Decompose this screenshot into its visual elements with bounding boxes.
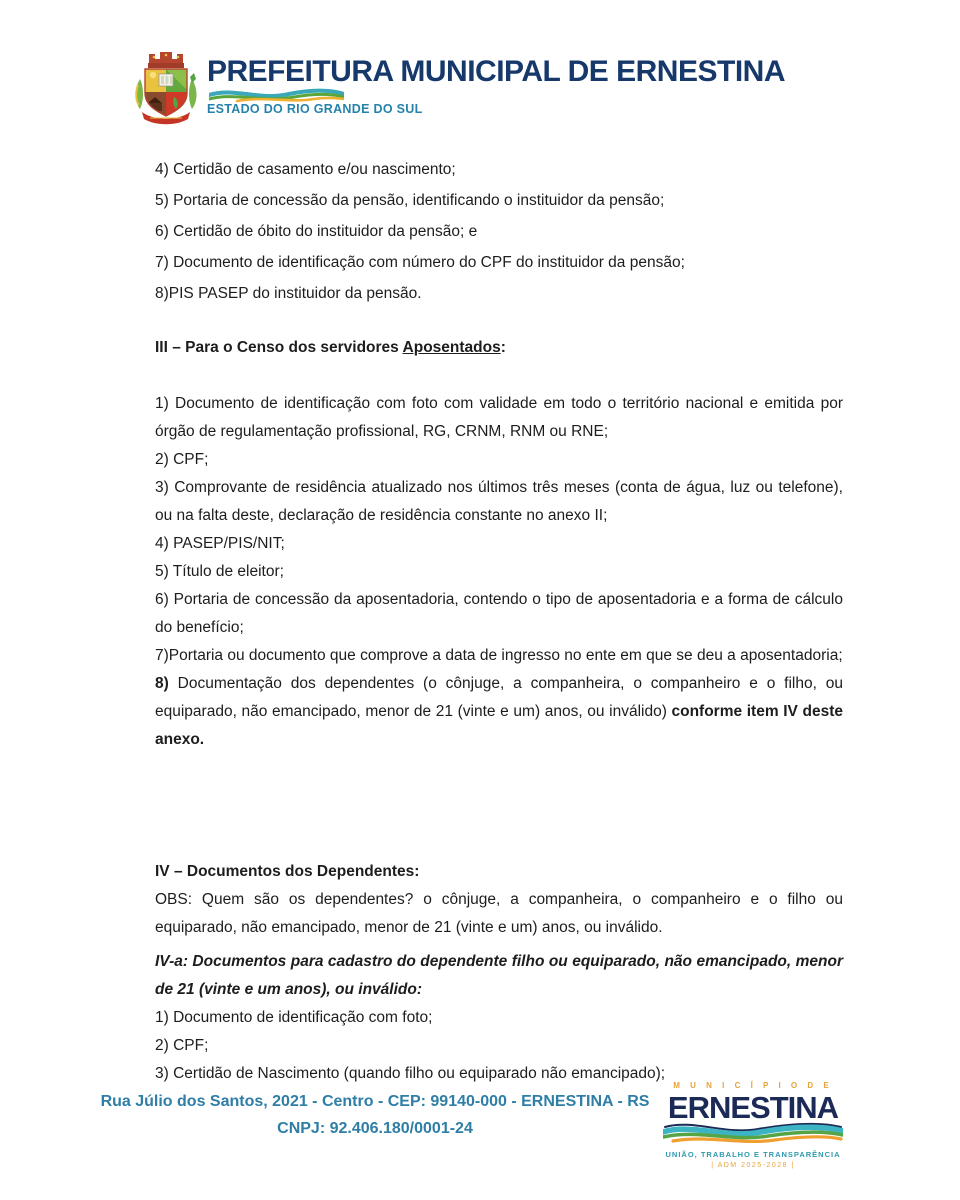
logo-name-label: ERNESTINA — [667, 1090, 839, 1125]
footer-cnpj-line: CNPJ: 92.406.180/0001-24 — [277, 1120, 473, 1137]
list-item: 1) Documento de identificação com foto; — [155, 1009, 433, 1026]
section-iii-heading-underlined: Aposentados — [402, 339, 501, 356]
municipal-coat-of-arms-icon — [130, 45, 202, 127]
list-item: 4) Certidão de casamento e/ou nascimento; — [155, 161, 456, 178]
list-item: 1) Documento de identificação com foto com validade em todo o território nacional e emitida por órgão de regulamentação profissional, RG, CRNM, RNM ou RNE; — [155, 395, 843, 440]
logo-adm-label: | ADM 2025-2028 | — [711, 1161, 795, 1169]
item8-text: Documentação dos dependentes (o cônjuge, a companheira, o companheiro e o filho, ou equiparado, não emancipado, menor de 21 (vinte e um) anos, ou inválido) — [155, 675, 843, 720]
page-title: PREFEITURA MUNICIPAL DE ERNESTINA — [207, 55, 785, 88]
footer-address-block — [100, 1082, 650, 1142]
municipality-logo — [658, 1082, 848, 1169]
list-item: 4) PASEP/PIS/NIT; — [155, 535, 285, 552]
header-subtitle: ESTADO DO RIO GRANDE DO SUL — [207, 102, 423, 116]
list-item: 8)PIS PASEP do instituidor da pensão. — [155, 285, 422, 302]
item8-number: 8) — [155, 675, 169, 692]
list-item: 5) Título de eleitor; — [155, 563, 284, 580]
list-item: 6) Portaria de concessão da aposentadoria, contendo o tipo de aposentadoria e a forma de cálculo do benefício; — [155, 591, 843, 636]
section-iva — [155, 948, 843, 1088]
list-item: 2) CPF; — [155, 451, 209, 468]
retired-documents-list — [155, 390, 843, 754]
list-item: 5) Portaria de concessão da pensão, identificando o instituidor da pensão; — [155, 192, 665, 209]
pension-documents-list — [155, 156, 843, 308]
footer-address-line: Rua Júlio dos Santos, 2021 - Centro - CEP: 99140-000 - ERNESTINA - RS — [100, 1093, 650, 1110]
section-iii-heading-prefix: III – Para o Censo dos servidores — [155, 339, 403, 356]
list-item: 2) CPF; — [155, 1037, 209, 1054]
logo-municipio-label: M U N I C Í P I O D E — [673, 1081, 833, 1090]
list-item: 7) Documento de identificação com número do CPF do instituidor da pensão; — [155, 254, 685, 271]
list-item: 6) Certidão de óbito do instituidor da pensão; e — [155, 223, 478, 240]
list-item: 7)Portaria ou documento que comprove a data de ingresso no ente em que se deu a aposentadoria; — [155, 647, 843, 664]
section-iva-heading: IV-a: Documentos para cadastro do dependente filho ou equiparado, não emancipado, menor de 21 (vinte e um anos), ou inválido: — [155, 953, 843, 998]
section-iii-heading-suffix: : — [500, 339, 506, 356]
logo-wave-swoosh-icon — [663, 1119, 843, 1145]
list-item — [155, 670, 843, 754]
section-iv-heading: IV – Documentos dos Dependentes: — [155, 863, 420, 880]
page-footer — [0, 1082, 960, 1169]
logo-slogan-label: UNIÃO, TRABALHO E TRANSPARÊNCIA — [665, 1150, 841, 1159]
section-iv — [155, 858, 843, 942]
list-item: 3) Comprovante de residência atualizado nos últimos três meses (conta de água, luz ou telefone), ou na falta deste, declaração de residência constante no anexo II; — [155, 479, 843, 524]
list-item: 3) Certidão de Nascimento (quando filho ou equiparado não emancipado); — [155, 1065, 666, 1082]
section-iii-heading — [155, 334, 843, 362]
page-header — [0, 0, 960, 138]
section-iv-obs: OBS: Quem são os dependentes? o cônjuge, a companheira, o companheiro e o filho ou equiparado, não emancipado, menor de 21 (vinte e um) anos, ou inválido. — [155, 891, 843, 936]
item8-bold-tail: conforme item IV deste anexo. — [155, 703, 843, 748]
document-body — [0, 138, 960, 1088]
